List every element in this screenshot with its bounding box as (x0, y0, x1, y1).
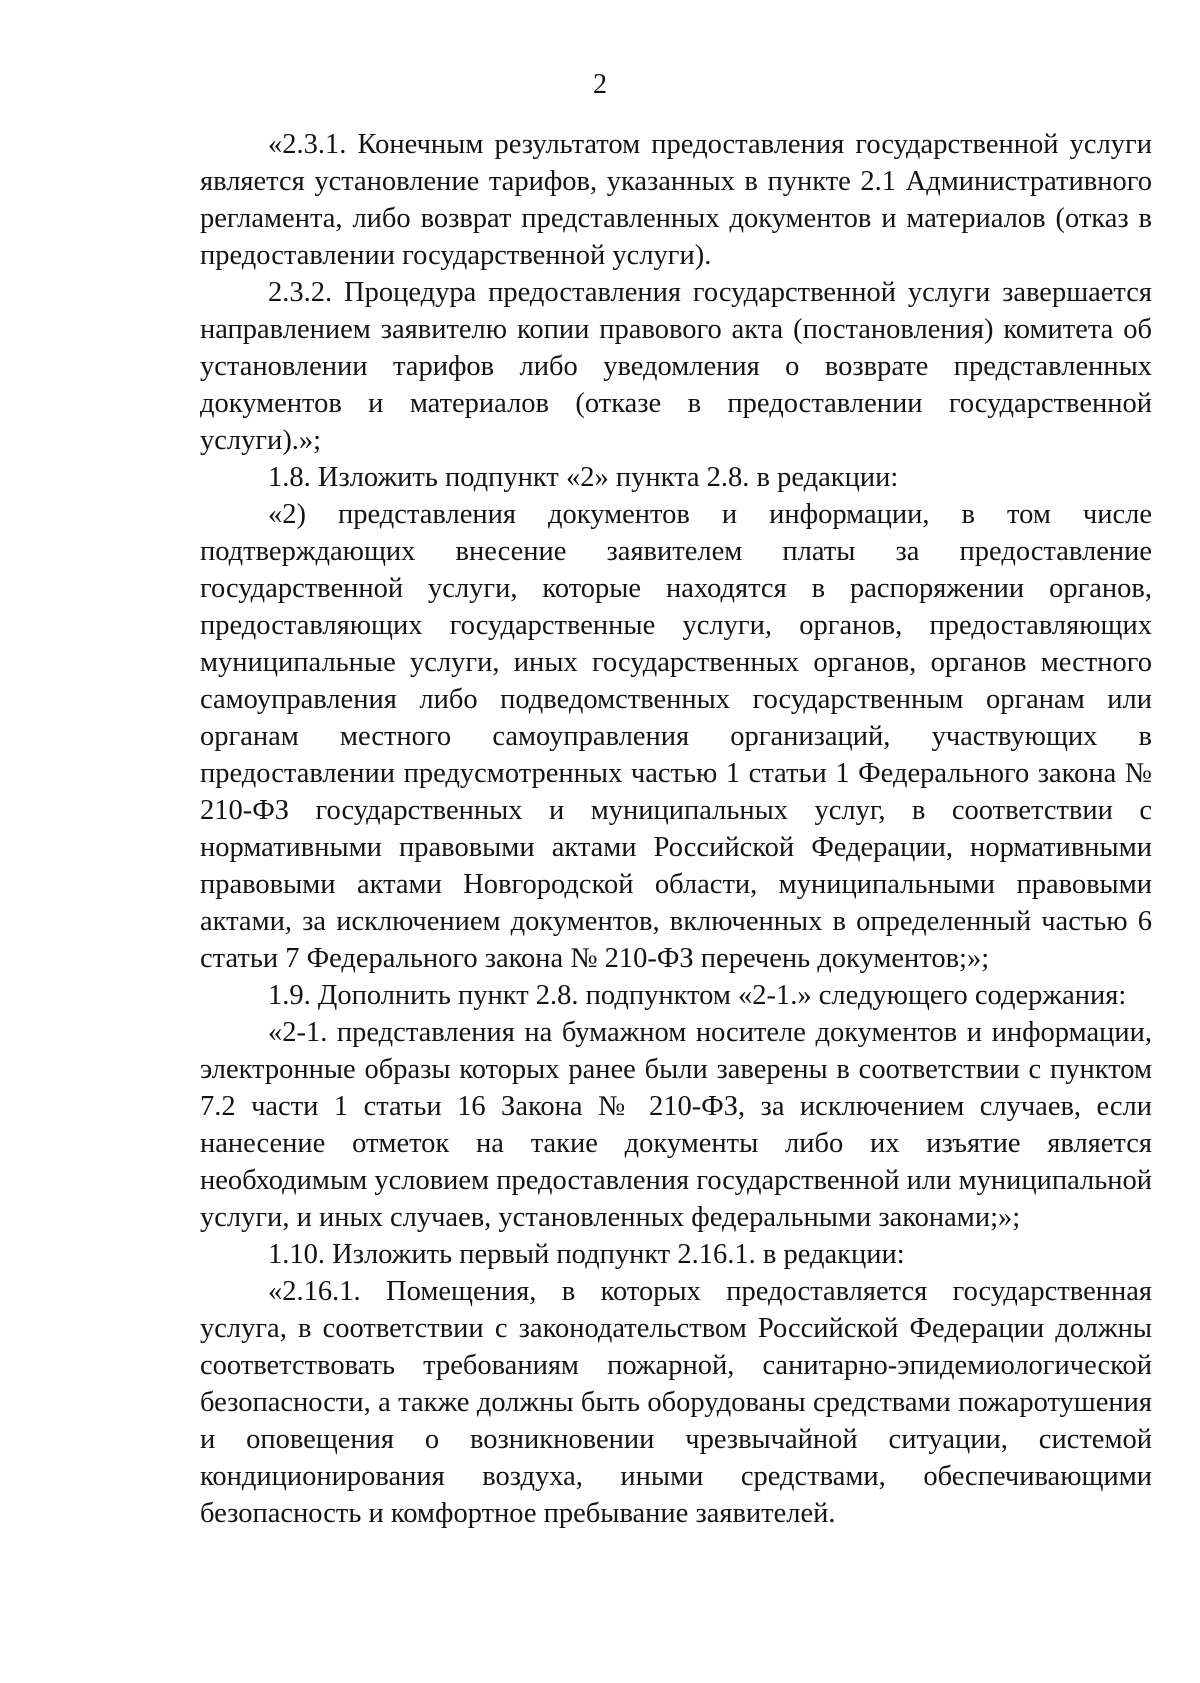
page-number: 2 (593, 69, 607, 100)
paragraph-1-9: 1.9. Дополнить пункт 2.8. подпунктом «2-1.» следующего содержания: (268, 980, 1127, 1011)
paragraph-subitem-2: «2) представления документов и информации, в том числе подтверждающих внесение заявителем платы за предоставление государственной услуги, которые находятся в распоряжении органов, предоставляющих государственные услуги, органов, предоставляющих муниципальные услуги, иных государственных органов, органов местного самоуправления либо подведомственных государственным органам или органам местного самоуправления организаций, участвующих в предоставлении предусмотренных частью 1 статьи 1 Федерального закона № 210-ФЗ государственных и муниципальных услуг, в соответствии с нормативными правовыми актами Российской Федерации, нормативными правовыми актами Новгородской области, муниципальными правовыми актами, за исключением документов, включенных в определенный частью 6 статьи 7 Федерального закона № 210-ФЗ перечень документов;»; (200, 499, 1152, 974)
paragraph-2-3-2: 2.3.2. Процедура предоставления государственной услуги завершается направлением заявителю копии правового акта (постановления) комитета об установлении тарифов либо уведомления о возврате представленных документов и материалов (отказе в предоставлении государственной услуги).»; (200, 277, 1152, 456)
paragraph-subitem-2-1: «2-1. представления на бумажном носителе документов и информации, электронные образы которых ранее были заверены в соответствии с пунктом 7.2 части 1 статьи 16 Закона № 210-ФЗ, за исключением случаев, если нанесение отметок на такие документы либо их изъятие является необходимым условием предоставления государственной или муниципальной услуги, и иных случаев, установленных федеральными законами;»; (200, 1017, 1152, 1233)
paragraph-1-10: 1.10. Изложить первый подпункт 2.16.1. в редакции: (268, 1239, 905, 1270)
document-body (200, 126, 1152, 1532)
paragraph-1-8: 1.8. Изложить подпункт «2» пункта 2.8. в редакции: (268, 462, 899, 493)
paragraph-2-3-1: «2.3.1. Конечным результатом предоставления государственной услуги является установление тарифов, указанных в пункте 2.1 Административного регламента, либо возврат представленных документов и материалов (отказ в предоставлении государственной услуги). (200, 129, 1152, 271)
paragraph-2-16-1: «2.16.1. Помещения, в которых предоставляется государственная услуга, в соответствии с законодательством Российской Федерации должны соответствовать требованиям пожарной, санитарно-эпидемиологической безопасности, а также должны быть оборудованы средствами пожаротушения и оповещения о возникновении чрезвычайной ситуации, системой кондиционирования воздуха, иными средствами, обеспечивающими безопасность и комфортное пребывание заявителей. (200, 1276, 1152, 1529)
